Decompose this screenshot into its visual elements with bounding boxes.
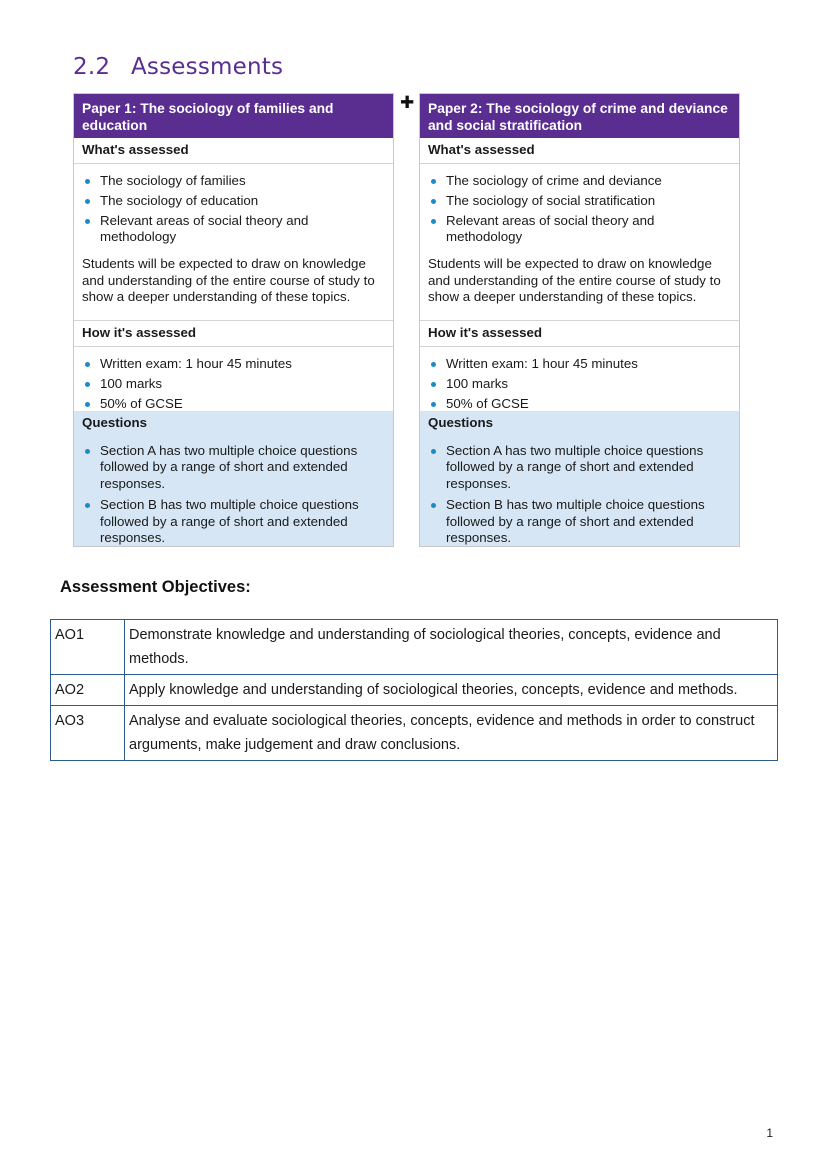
- list-item: [82, 213, 385, 246]
- list-item-text: Written exam: 1 hour 45 minutes: [446, 355, 638, 371]
- list-item: [428, 193, 731, 210]
- paper-1-description: Students will be expected to draw on knowledge and understanding of the entire course of study to show a deeper understanding of these topics.: [82, 256, 375, 304]
- list-item: [82, 173, 385, 190]
- bullet-icon: [85, 179, 90, 184]
- paper-2-whats-assessed-list: [420, 164, 739, 246]
- bullet-icon: [431, 402, 436, 407]
- paper-1-questions-heading: Questions: [82, 415, 148, 430]
- list-item-text: The sociology of families: [100, 172, 246, 188]
- list-item: [82, 396, 385, 413]
- bullet-icon: [431, 362, 436, 367]
- list-item-text: Section B has two multiple choice questions followed by a range of short and extended responses.: [446, 497, 705, 545]
- list-item: [428, 213, 731, 246]
- bullet-icon: [431, 199, 436, 204]
- paper-2-how-assessed-heading: How it's assessed: [420, 320, 739, 347]
- section-heading: [73, 54, 283, 80]
- list-item: [428, 396, 731, 413]
- list-item: [428, 356, 731, 373]
- list-item-text: 50% of GCSE: [100, 395, 183, 411]
- bullet-icon: [85, 503, 90, 508]
- objective-text: Apply knowledge and understanding of sociological theories, concepts, evidence and methods.: [125, 675, 778, 706]
- list-item: [82, 193, 385, 210]
- paper-2-how-section: [420, 320, 739, 416]
- list-item-text: 100 marks: [446, 375, 509, 391]
- paper-1-how-section: [74, 320, 393, 416]
- objectives-title: [60, 578, 251, 597]
- list-item-text: 50% of GCSE: [446, 395, 529, 411]
- objective-code: AO1: [51, 620, 125, 675]
- table-row: [51, 620, 778, 675]
- section-number: 2.2: [73, 54, 111, 80]
- paper-2-description: Students will be expected to draw on knowledge and understanding of the entire course of study to show a deeper understanding of these topics.: [428, 256, 721, 304]
- objective-code: AO3: [51, 706, 125, 761]
- bullet-icon: [85, 199, 90, 204]
- paper-2-whats-assessed-heading: What's assessed: [420, 138, 739, 164]
- objective-text: Analyse and evaluate sociological theories, concepts, evidence and methods in order to construct arguments, make judgement and draw conclusions.: [125, 706, 778, 761]
- page-number: 1: [766, 1126, 773, 1140]
- list-item: [428, 443, 731, 493]
- paper-1-whats-assessed-list: [74, 164, 393, 246]
- paper-2-header: Paper 2: The sociology of crime and deviance and social stratification: [420, 94, 739, 138]
- bullet-icon: [431, 382, 436, 387]
- bullet-icon: [85, 362, 90, 367]
- list-item-text: 100 marks: [100, 375, 163, 391]
- bullet-icon: [431, 449, 436, 454]
- paper-1-card: [73, 93, 394, 547]
- bullet-icon: [431, 503, 436, 508]
- paper-2-how-assessed-list: [420, 347, 739, 413]
- list-item-text: Relevant areas of social theory and methodology: [446, 212, 655, 244]
- list-item: [428, 173, 731, 190]
- paper-1-how-assessed-heading: How it's assessed: [74, 320, 393, 347]
- bullet-icon: [431, 179, 436, 184]
- paper-1-questions-list: [74, 436, 393, 547]
- table-row: [51, 706, 778, 761]
- paper-1-header: Paper 1: The sociology of families and education: [74, 94, 393, 138]
- bullet-icon: [85, 402, 90, 407]
- paper-2-card: [419, 93, 740, 547]
- paper-2-questions-heading: Questions: [428, 415, 494, 430]
- list-item-text: Section A has two multiple choice questions followed by a range of short and extended responses.: [446, 442, 704, 491]
- table-row: [51, 675, 778, 706]
- list-item: [82, 356, 385, 373]
- bullet-icon: [85, 449, 90, 454]
- section-title: Assessments: [131, 54, 284, 80]
- bullet-icon: [85, 382, 90, 387]
- objectives-table: [50, 619, 778, 761]
- paper-2-questions-section: [420, 411, 739, 546]
- objective-text: Demonstrate knowledge and understanding of sociological theories, concepts, evidence and methods.: [125, 620, 778, 675]
- paper-1-whats-assessed-heading: What's assessed: [74, 138, 393, 164]
- list-item-text: Section A has two multiple choice questions followed by a range of short and extended responses.: [100, 442, 358, 491]
- list-item-text: Written exam: 1 hour 45 minutes: [100, 355, 292, 371]
- objectives-title-colon: :: [245, 578, 251, 596]
- list-item-text: Relevant areas of social theory and methodology: [100, 212, 309, 244]
- paper-1-how-assessed-list: [74, 347, 393, 413]
- list-item: [428, 376, 731, 393]
- bullet-icon: [85, 219, 90, 224]
- list-item-text: Section B has two multiple choice questions followed by a range of short and extended responses.: [100, 497, 359, 545]
- list-item: [82, 497, 385, 547]
- paper-2-questions-list: [420, 436, 739, 547]
- list-item: [428, 497, 731, 547]
- list-item: [82, 376, 385, 393]
- objective-code: AO2: [51, 675, 125, 706]
- list-item-text: The sociology of social stratification: [446, 192, 656, 208]
- paper-1-questions-section: [74, 411, 393, 546]
- list-item: [82, 443, 385, 493]
- objectives-title-text: Assessment Objectives: [60, 578, 246, 596]
- bullet-icon: [431, 219, 436, 224]
- list-item-text: The sociology of crime and deviance: [446, 172, 662, 188]
- list-item-text: The sociology of education: [100, 192, 259, 208]
- plus-icon: ✚: [400, 93, 415, 113]
